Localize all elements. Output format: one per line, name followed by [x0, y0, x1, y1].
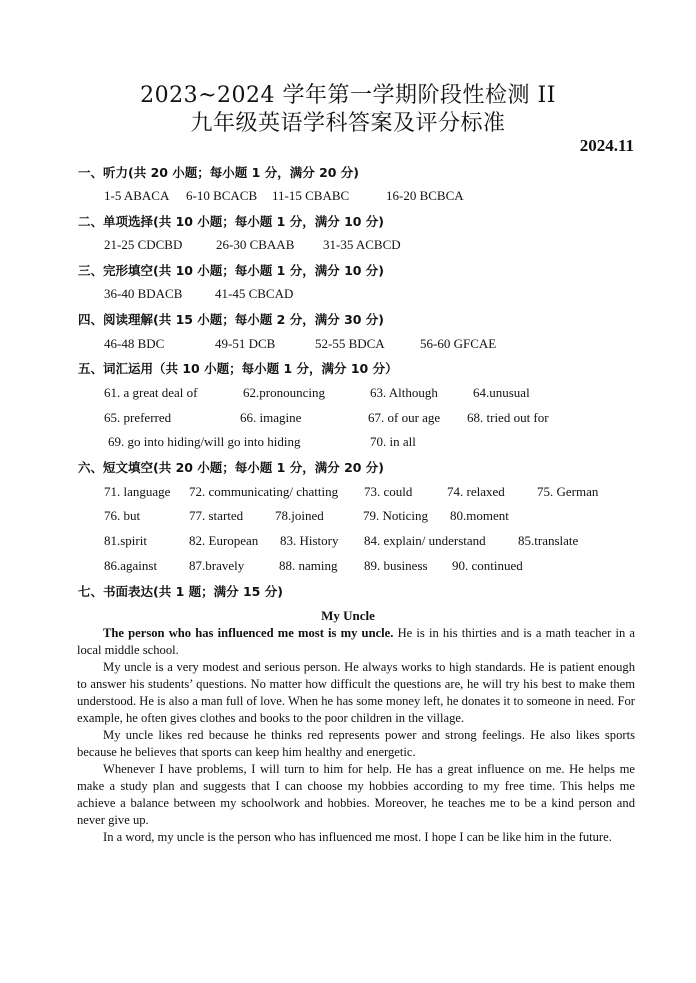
answer-item: 83. History — [280, 533, 339, 548]
answer-item: 26-30 CBAAB — [216, 237, 295, 252]
essay-paragraph: My uncle is a very modest and serious person. He always works to high standards. He is patient enough to answer his students’ questions. No matter how difficult the questions are, he will try his best to make them understood. He is also a man full of love. When he has some money left, he donates it to someone in need. For example, he often gives clothes and books to the poor children in the village. — [77, 660, 635, 725]
answer-item: 72. communicating/ chatting — [189, 484, 339, 499]
answer-item: 75. German — [537, 484, 599, 499]
answer-item: 66. imagine — [240, 410, 302, 425]
answer-item: 68. tried out for — [467, 410, 549, 425]
answer-item: 64.unusual — [473, 385, 530, 400]
answer-item: 31-35 ACBCD — [323, 237, 401, 252]
answer-item: 79. Noticing — [363, 508, 428, 523]
section-heading-listening: 一、听力(共 20 小题；每小题 1 分，满分 20 分) — [78, 165, 360, 180]
essay-paragraph: In a word, my uncle is the person who has influenced me most. I hope I can be like him in the future. — [103, 830, 612, 844]
document-title-line1: 2023~2024 学年第一学期阶段性检测 II — [140, 83, 556, 108]
answer-item: 69. go into hiding/will go into hiding — [108, 434, 301, 449]
answer-item: 71. language — [104, 484, 171, 499]
answer-item: 90. continued — [452, 558, 523, 573]
essay-paragraph-rest: He is in his thirties and is a math teacher in a local middle school. — [77, 626, 635, 657]
section-heading-passage-fill: 六、短文填空(共 20 小题；每小题 1 分，满分 20 分) — [78, 460, 385, 475]
section-heading-vocabulary: 五、词汇运用（共 10 小题；每小题 1 分，满分 10 分） — [78, 361, 398, 376]
answer-item: 56-60 GFCAE — [420, 336, 497, 351]
answer-item: 89. business — [364, 558, 428, 573]
answer-item: 49-51 DCB — [215, 336, 276, 351]
essay-paragraph: Whenever I have problems, I will turn to him for help. He has a great influence on me. He helps me make a study plan and suggests that I can choose my hobbies according to my free time. This helps me achieve a balance between my schoolwork and hobbies. Moreover, he teaches me to be a kind person and never give up. — [77, 762, 635, 827]
answer-item: 62.pronouncing — [243, 385, 325, 400]
answer-item: 52-55 BDCA — [315, 336, 385, 351]
answer-item: 63. Although — [370, 385, 438, 400]
answer-item: 73. could — [364, 484, 413, 499]
essay-paragraph — [77, 625, 635, 659]
answer-item: 77. started — [189, 508, 244, 523]
answer-item: 61. a great deal of — [104, 385, 198, 400]
answer-item: 81.spirit — [104, 533, 147, 548]
answer-item: 36-40 BDACB — [104, 286, 183, 301]
answer-item: 67. of our age — [368, 410, 441, 425]
answer-item: 70. in all — [370, 434, 416, 449]
essay-topic-sentence: The person who has influenced me most is my uncle. — [103, 626, 394, 640]
essay-title: My Uncle — [321, 608, 375, 623]
answer-item: 16-20 BCBCA — [386, 188, 464, 203]
answer-item: 6-10 BCACB — [186, 188, 258, 203]
answer-item: 80.moment — [450, 508, 509, 523]
document-title-line2: 九年级英语学科答案及评分标准 — [190, 111, 506, 136]
document-date: 2024.11 — [579, 136, 634, 155]
answer-item: 65. preferred — [104, 410, 172, 425]
section-heading-cloze: 三、完形填空(共 10 小题；每小题 1 分，满分 10 分) — [78, 263, 385, 278]
answer-item: 46-48 BDC — [104, 336, 165, 351]
section-heading-single-choice: 二、单项选择(共 10 小题；每小题 1 分，满分 10 分) — [78, 214, 385, 229]
answer-item: 86.against — [104, 558, 158, 573]
answer-item: 85.translate — [518, 533, 579, 548]
answer-item: 82. European — [189, 533, 259, 548]
answer-item: 41-45 CBCAD — [215, 286, 294, 301]
answer-item: 11-15 CBABC — [272, 188, 350, 203]
answer-item: 84. explain/ understand — [364, 533, 486, 548]
answer-item: 78.joined — [275, 508, 324, 523]
essay-paragraph: My uncle likes red because he thinks red represents power and strong feelings. He also likes sports because he believes that sports can keep him healthy and energetic. — [77, 728, 635, 759]
section-heading-reading: 四、阅读理解(共 15 小题；每小题 2 分，满分 30 分) — [78, 312, 385, 327]
sample-essay — [77, 625, 635, 846]
answer-item: 1-5 ABACA — [104, 188, 170, 203]
answer-item: 88. naming — [279, 558, 338, 573]
answer-item: 21-25 CDCBD — [104, 237, 183, 252]
answer-item: 87.bravely — [189, 558, 245, 573]
section-heading-writing: 七、书面表达(共 1 题；满分 15 分) — [78, 584, 283, 599]
answer-item: 76. but — [104, 508, 141, 523]
answer-item: 74. relaxed — [447, 484, 505, 499]
